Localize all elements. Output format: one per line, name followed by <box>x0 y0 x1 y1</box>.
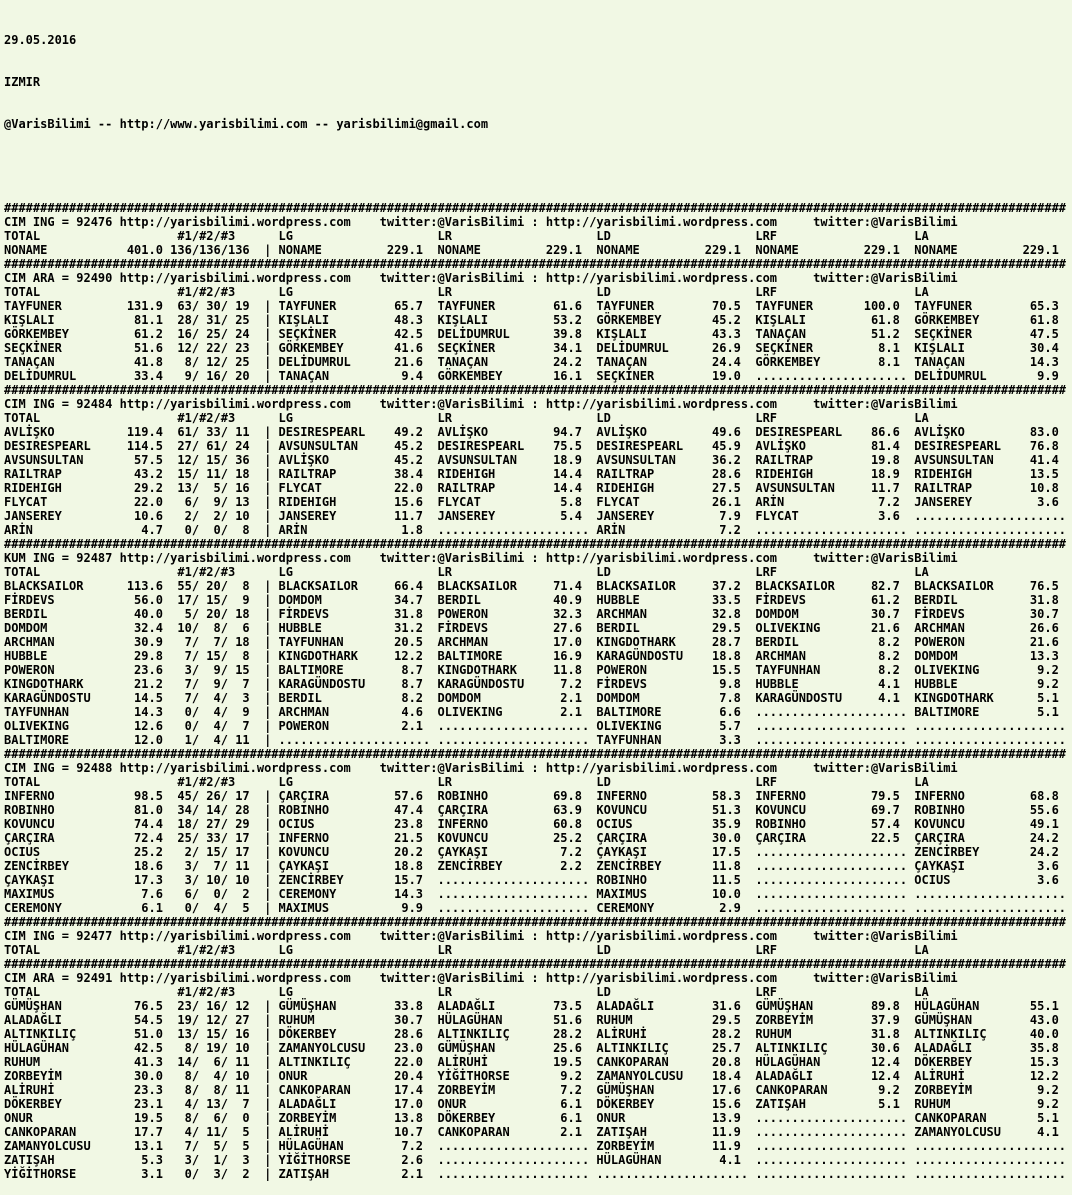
race-report <box>4 201 1072 1181</box>
column-header-row: TOTAL #1/#2/#3 LG LR LD LRF LA <box>4 229 929 243</box>
data-row: KIŞLALI 81.1 28/ 31/ 25 | KIŞLALI 48.3 KIŞLALI 53.2 GÖRKEMBEY 45.2 KIŞLALI 61.8 GÖRKEMBEY 61.8 <box>4 313 1059 327</box>
data-row: ZORBEYİM 30.0 8/ 4/ 10 | ONUR 20.4 YİĞİTHORSE 9.2 ZAMANYOLCUSU 18.4 ALADAĞLI 12.4 ALİRUHİ 12.2 <box>4 1069 1059 1083</box>
data-row: RIDEHIGH 29.2 13/ 5/ 16 | FLYCAT 22.0 RAILTRAP 14.4 RIDEHIGH 27.5 AVSUNSULTAN 11.7 RAILTRAP 10.8 <box>4 481 1059 495</box>
data-row: SEÇKİNER 51.6 12/ 22/ 23 | GÖRKEMBEY 41.6 SEÇKİNER 34.1 DELİDUMRUL 26.9 SEÇKİNER 8.1 KIŞLALI 30.4 <box>4 341 1059 355</box>
data-row: FLYCAT 22.0 6/ 9/ 13 | RIDEHIGH 15.6 FLYCAT 5.8 FLYCAT 26.1 ARİN 7.2 JANSEREY 3.6 <box>4 495 1059 509</box>
column-header-row: TOTAL #1/#2/#3 LG LR LD LRF LA <box>4 565 929 579</box>
data-row: NONAME 401.0 136/136/136 | NONAME 229.1 NONAME 229.1 NONAME 229.1 NONAME 229.1 NONAME 229.1 <box>4 243 1059 257</box>
data-row: ALİRUHİ 23.3 8/ 8/ 11 | CANKOPARAN 17.4 ZORBEYİM 7.2 GÜMÜŞHAN 17.6 CANKOPARAN 9.2 ZORBEYİM 9.2 <box>4 1083 1059 1097</box>
data-row: DELİDUMRUL 33.4 9/ 16/ 20 | TANAÇAN 9.4 GÖRKEMBEY 16.1 SEÇKİNER 19.0 ..................... DELİDUMRUL 9.9 <box>4 369 1059 383</box>
section-title: CIM ARA = 92490 http://yarisbilimi.wordpress.com twitter:@VarisBilimi : http://yarisbilimi.wordpress.com twitter:@VarisBilimi <box>4 271 958 285</box>
data-row: INFERNO 98.5 45/ 26/ 17 | ÇARÇIRA 57.6 ROBINHO 69.8 INFERNO 58.3 INFERNO 79.5 INFERNO 68.8 <box>4 789 1059 803</box>
data-row: CEREMONY 6.1 0/ 4/ 5 | MAXIMUS 9.9 ..................... CEREMONY 2.9 ..................... ..................... <box>4 901 1067 915</box>
data-row: KINGDOTHARK 21.2 7/ 9/ 7 | KARAGÜNDOSTU 8.7 KARAGÜNDOSTU 7.2 FİRDEVS 9.8 HUBBLE 4.1 HUBBLE 9.2 <box>4 677 1059 691</box>
data-row: BERDIL 40.0 5/ 20/ 18 | FİRDEVS 31.8 POWERON 32.3 ARCHMAN 32.8 DOMDOM 30.7 FİRDEVS 30.7 <box>4 607 1059 621</box>
separator-line: ################################################################################################################################################### <box>4 201 1067 215</box>
contact-line: @VarisBilimi -- http://www.yarisbilimi.com -- yarisbilimi@gmail.com <box>4 117 489 131</box>
separator-line: ################################################################################################################################################### <box>4 383 1067 397</box>
data-row: HÜLAGÜHAN 42.5 8/ 19/ 10 | ZAMANYOLCUSU 23.0 GÜMÜŞHAN 25.6 ALTINKILIÇ 25.7 ALTINKILIÇ 30.6 ALADAĞLI 35.8 <box>4 1041 1059 1055</box>
column-header-row: TOTAL #1/#2/#3 LG LR LD LRF LA <box>4 775 929 789</box>
data-row: GÜMÜŞHAN 76.5 23/ 16/ 12 | GÜMÜŞHAN 33.8 ALADAĞLI 73.5 ALADAĞLI 31.6 GÜMÜŞHAN 89.8 HÜLAGÜHAN 55.1 <box>4 999 1059 1013</box>
data-row: BLACKSAILOR 113.6 55/ 20/ 8 | BLACKSAILOR 66.4 BLACKSAILOR 71.4 BLACKSAILOR 37.2 BLACKSAILOR 82.7 BLACKSAILOR 76.5 <box>4 579 1059 593</box>
data-row: BALTIMORE 12.0 1/ 4/ 11 | ..................... ..................... TAYFUNHAN 3.3 ..................... ..................... <box>4 733 1067 747</box>
data-row: MAXIMUS 7.6 6/ 0/ 2 | CEREMONY 14.3 ..................... MAXIMUS 10.0 ..................... ..................... <box>4 887 1067 901</box>
separator-line: ################################################################################################################################################### <box>4 915 1067 929</box>
data-row: AVLİŞKO 119.4 61/ 33/ 11 | DESIRESPEARL 49.2 AVLİŞKO 94.7 AVLİŞKO 49.6 DESIRESPEARL 86.6 AVLİŞKO 83.0 <box>4 425 1059 439</box>
column-header-row: TOTAL #1/#2/#3 LG LR LD LRF LA <box>4 411 929 425</box>
data-row: GÖRKEMBEY 61.2 16/ 25/ 24 | SEÇKİNER 42.5 DELİDUMRUL 39.8 KIŞLALI 43.3 TANAÇAN 51.2 SEÇKİNER 47.5 <box>4 327 1059 341</box>
section-title: CIM ARA = 92491 http://yarisbilimi.wordpress.com twitter:@VarisBilimi : http://yarisbilimi.wordpress.com twitter:@VarisBilimi <box>4 971 958 985</box>
data-row: DESIRESPEARL 114.5 27/ 61/ 24 | AVSUNSULTAN 45.2 DESIRESPEARL 75.5 DESIRESPEARL 45.9 AVLİŞKO 81.4 DESIRESPEARL 76.8 <box>4 439 1059 453</box>
data-row: RAILTRAP 43.2 15/ 11/ 18 | RAILTRAP 38.4 RIDEHIGH 14.4 RAILTRAP 28.6 RIDEHIGH 18.9 RIDEHIGH 13.5 <box>4 467 1059 481</box>
separator-line: ################################################################################################################################################### <box>4 257 1067 271</box>
data-row: KOVUNCU 74.4 18/ 27/ 29 | OCIUS 23.8 INFERNO 60.8 OCIUS 35.9 ROBINHO 57.4 KOVUNCU 49.1 <box>4 817 1059 831</box>
data-row: JANSEREY 10.6 2/ 2/ 10 | JANSEREY 11.7 JANSEREY 5.4 JANSEREY 7.9 FLYCAT 3.6 ..................... <box>4 509 1067 523</box>
data-row: YİĞİTHORSE 3.1 0/ 3/ 2 | ZATIŞAH 2.1 ..................... ..................... ..................... ..................... <box>4 1167 1067 1181</box>
data-row: ÇARÇIRA 72.4 25/ 33/ 17 | INFERNO 21.5 KOVUNCU 25.2 ÇARÇIRA 30.0 ÇARÇIRA 22.5 ÇARÇIRA 24.2 <box>4 831 1059 845</box>
data-row: ZATIŞAH 5.3 3/ 1/ 3 | YİĞİTHORSE 2.6 ..................... HÜLAGÜHAN 4.1 ..................... ..................... <box>4 1153 1067 1167</box>
section-title: CIM ING = 92477 http://yarisbilimi.wordpress.com twitter:@VarisBilimi : http://yarisbilimi.wordpress.com twitter:@VarisBilimi <box>4 929 958 943</box>
data-row: ZAMANYOLCUSU 13.1 7/ 5/ 5 | HÜLAGÜHAN 7.2 ..................... ZORBEYİM 11.9 ..................... ..................... <box>4 1139 1067 1153</box>
data-row: OCIUS 25.2 2/ 15/ 17 | KOVUNCU 20.2 ÇAYKAŞI 7.2 ÇAYKAŞI 17.5 ..................... ZENCİRBEY 24.2 <box>4 845 1059 859</box>
data-row: POWERON 23.6 3/ 9/ 15 | BALTIMORE 8.7 KINGDOTHARK 11.8 POWERON 15.5 TAYFUNHAN 8.2 OLIVEKING 9.2 <box>4 663 1059 677</box>
data-row: DOMDOM 32.4 10/ 8/ 6 | HUBBLE 31.2 FİRDEVS 27.6 BERDIL 29.5 OLIVEKING 21.6 ARCHMAN 26.6 <box>4 621 1059 635</box>
data-row: RUHUM 41.3 14/ 6/ 11 | ALTINKILIÇ 22.0 ALİRUHİ 19.5 CANKOPARAN 20.8 HÜLAGÜHAN 12.4 DÖKERBEY 15.3 <box>4 1055 1059 1069</box>
separator-line: ################################################################################################################################################### <box>4 537 1067 551</box>
data-row: ZENCİRBEY 18.6 3/ 7/ 11 | ÇAYKAŞI 18.8 ZENCİRBEY 2.2 ZENCİRBEY 11.8 ..................... ÇAYKAŞI 3.6 <box>4 859 1059 873</box>
blank-line <box>4 159 1072 173</box>
separator-line: ################################################################################################################################################### <box>4 957 1067 971</box>
data-row: HUBBLE 29.8 7/ 15/ 8 | KINGDOTHARK 12.2 BALTIMORE 16.9 KARAGÜNDOSTU 18.8 ARCHMAN 8.2 DOMDOM 13.3 <box>4 649 1059 663</box>
section-title: CIM ING = 92488 http://yarisbilimi.wordpress.com twitter:@VarisBilimi : http://yarisbilimi.wordpress.com twitter:@VarisBilimi <box>4 761 958 775</box>
data-row: ROBINHO 81.0 34/ 14/ 28 | ROBINHO 47.4 ÇARÇIRA 63.9 KOVUNCU 51.3 KOVUNCU 69.7 ROBINHO 55.6 <box>4 803 1059 817</box>
section-title: CIM ING = 92476 http://yarisbilimi.wordpress.com twitter:@VarisBilimi : http://yarisbilimi.wordpress.com twitter:@VarisBilimi <box>4 215 958 229</box>
column-header-row: TOTAL #1/#2/#3 LG LR LD LRF LA <box>4 943 929 957</box>
section-title: CIM ING = 92484 http://yarisbilimi.wordpress.com twitter:@VarisBilimi : http://yarisbilimi.wordpress.com twitter:@VarisBilimi <box>4 397 958 411</box>
data-row: AVSUNSULTAN 57.5 12/ 15/ 36 | AVLİŞKO 45.2 AVSUNSULTAN 18.9 AVSUNSULTAN 36.2 RAILTRAP 19.8 AVSUNSULTAN 41.4 <box>4 453 1059 467</box>
column-header-row: TOTAL #1/#2/#3 LG LR LD LRF LA <box>4 985 929 999</box>
separator-line: ################################################################################################################################################### <box>4 747 1067 761</box>
data-row: TAYFUNHAN 14.3 0/ 4/ 9 | ARCHMAN 4.6 OLIVEKING 2.1 BALTIMORE 6.6 ..................... BALTIMORE 5.1 <box>4 705 1059 719</box>
column-header-row: TOTAL #1/#2/#3 LG LR LD LRF LA <box>4 285 929 299</box>
report-city: IZMIR <box>4 75 41 89</box>
data-row: ALADAĞLI 54.5 19/ 12/ 27 | RUHUM 30.7 HÜLAGÜHAN 51.6 RUHUM 29.5 ZORBEYİM 37.9 GÜMÜŞHAN 43.0 <box>4 1013 1059 1027</box>
data-row: TANAÇAN 41.8 8/ 12/ 25 | DELİDUMRUL 21.6 TANAÇAN 24.2 TANAÇAN 24.4 GÖRKEMBEY 8.1 TANAÇAN 14.3 <box>4 355 1059 369</box>
data-row: FİRDEVS 56.0 17/ 15/ 9 | DOMDOM 34.7 BERDIL 40.9 HUBBLE 33.5 FİRDEVS 61.2 BERDIL 31.8 <box>4 593 1059 607</box>
data-row: KARAGÜNDOSTU 14.5 7/ 4/ 3 | BERDIL 8.2 DOMDOM 2.1 DOMDOM 7.8 KARAGÜNDOSTU 4.1 KINGDOTHARK 5.1 <box>4 691 1059 705</box>
data-row: OLIVEKING 12.6 0/ 4/ 7 | POWERON 2.1 ..................... OLIVEKING 5.7 ..................... ..................... <box>4 719 1067 733</box>
report-date: 29.05.2016 <box>4 33 77 47</box>
data-row: ARCHMAN 30.9 7/ 7/ 18 | TAYFUNHAN 20.5 ARCHMAN 17.0 KINGDOTHARK 28.7 BERDIL 8.2 POWERON 21.6 <box>4 635 1059 649</box>
data-row: DÖKERBEY 23.1 4/ 13/ 7 | ALADAĞLI 17.0 ONUR 6.1 DÖKERBEY 15.6 ZATIŞAH 5.1 RUHUM 9.2 <box>4 1097 1059 1111</box>
data-row: ÇAYKAŞI 17.3 3/ 10/ 10 | ZENCİRBEY 15.7 ..................... ROBINHO 11.5 ..................... OCIUS 3.6 <box>4 873 1059 887</box>
data-row: ONUR 19.5 8/ 6/ 0 | ZORBEYİM 13.8 DÖKERBEY 6.1 ONUR 13.9 ..................... CANKOPARAN 5.1 <box>4 1111 1059 1125</box>
data-row: ARİN 4.7 0/ 0/ 8 | ARİN 1.8 ..................... ARİN 7.2 ..................... ..................... <box>4 523 1067 537</box>
data-row: CANKOPARAN 17.7 4/ 11/ 5 | ALİRUHİ 10.7 CANKOPARAN 2.1 ZATIŞAH 11.9 ..................... ZAMANYOLCUSU 4.1 <box>4 1125 1059 1139</box>
section-title: KUM ING = 92487 http://yarisbilimi.wordpress.com twitter:@VarisBilimi : http://yarisbilimi.wordpress.com twitter:@VarisBilimi <box>4 551 958 565</box>
data-row: TAYFUNER 131.9 63/ 30/ 19 | TAYFUNER 65.7 TAYFUNER 61.6 TAYFUNER 70.5 TAYFUNER 100.0 TAYFUNER 65.3 <box>4 299 1059 313</box>
data-row: ALTINKILIÇ 51.0 13/ 15/ 16 | DÖKERBEY 28.6 ALTINKILIÇ 28.2 ALİRUHİ 28.2 RUHUM 31.8 ALTINKILIÇ 40.0 <box>4 1027 1059 1041</box>
